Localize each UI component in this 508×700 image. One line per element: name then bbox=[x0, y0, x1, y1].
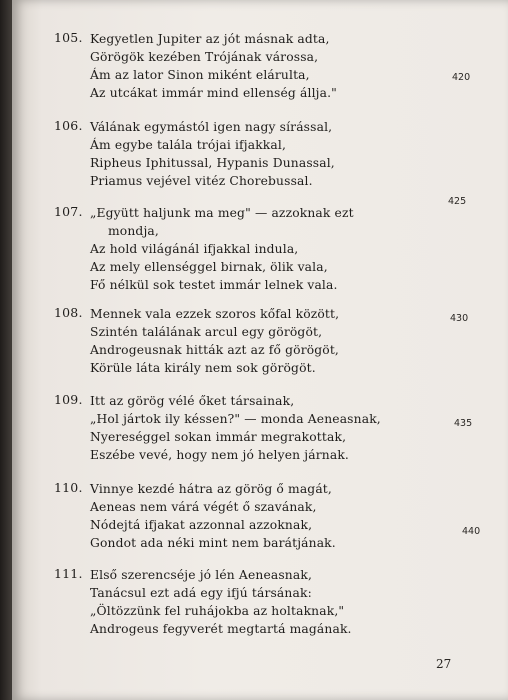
verse-line: Tanácsul ezt adá egy ifjú társának: bbox=[90, 586, 312, 600]
verse-line: Priamus vejével vitéz Chorebussal. bbox=[90, 174, 313, 188]
line-number: 425 bbox=[448, 196, 467, 207]
page-number: 27 bbox=[436, 657, 452, 671]
stanza-number: 106. bbox=[54, 118, 83, 133]
verse-line: Vinnye kezdé hátra az görög ő magát, bbox=[90, 482, 332, 496]
stanza-number: 111. bbox=[54, 566, 83, 581]
stanza-number: 108. bbox=[54, 305, 83, 320]
line-number: 440 bbox=[462, 526, 481, 537]
line-number: 420 bbox=[452, 72, 471, 83]
verse-line: Az mely ellenséggel birnak, ölik vala, bbox=[90, 260, 328, 274]
verse-line: Az utcákat immár mind ellenség állja." bbox=[90, 86, 337, 100]
stanza-number: 110. bbox=[54, 480, 83, 495]
stanza-number: 107. bbox=[54, 204, 83, 219]
verse-line: mondja, bbox=[108, 224, 159, 238]
verse-line: Nódejtá ifjakat azzonnal azzoknak, bbox=[90, 518, 313, 532]
verse-line: Mennek vala ezzek szoros kőfal között, bbox=[90, 307, 340, 321]
book-page bbox=[12, 0, 508, 700]
verse-line: Ám az lator Sinon miként elárulta, bbox=[90, 68, 310, 82]
verse-line: Első szerencséje jó lén Aeneasnak, bbox=[90, 568, 313, 582]
verse-line: „Hol jártok ily késsen?" — monda Aeneasnak, bbox=[90, 412, 381, 426]
verse-line: Kegyetlen Jupiter az jót másnak adta, bbox=[90, 32, 330, 46]
stanza-number: 109. bbox=[54, 392, 83, 407]
verse-line: Gondot ada néki mint nem barátjának. bbox=[90, 536, 336, 550]
verse-line: Ripheus Iphitussal, Hypanis Dunassal, bbox=[90, 156, 335, 170]
verse-line: Szintén találának arcul egy görögöt, bbox=[90, 325, 323, 339]
line-number: 430 bbox=[450, 313, 469, 324]
verse-line: Nyereséggel sokan immár megrakottak, bbox=[90, 430, 347, 444]
line-number: 435 bbox=[454, 418, 473, 429]
verse-line: Androgeus fegyverét megtartá magának. bbox=[90, 622, 352, 636]
verse-line: „Öltözzünk fel ruhájokba az holtaknak," bbox=[90, 604, 345, 618]
verse-line: Körüle láta király nem sok görögöt. bbox=[90, 361, 316, 375]
verse-line: Görögök kezében Trójának várossa, bbox=[90, 50, 319, 64]
verse-line: Ám egybe talála trójai ifjakkal, bbox=[90, 138, 287, 152]
verse-line: Androgeusnak hitták azt az fő görögöt, bbox=[90, 343, 339, 357]
verse-line: Válának egymástól igen nagy sírással, bbox=[90, 120, 333, 134]
verse-line: Itt az görög vélé őket társainak, bbox=[90, 394, 295, 408]
verse-line: Az hold világánál ifjakkal indula, bbox=[90, 242, 299, 256]
verse-line: „Együtt haljunk ma meg" — azzoknak ezt bbox=[90, 206, 354, 220]
stanza-number: 105. bbox=[54, 30, 83, 45]
verse-line: Fő nélkül sok testet immár lelnek vala. bbox=[90, 278, 338, 292]
verse-line: Eszébe vevé, hogy nem jó helyen járnak. bbox=[90, 448, 349, 462]
verse-line: Aeneas nem várá végét ő szavának, bbox=[90, 500, 317, 514]
